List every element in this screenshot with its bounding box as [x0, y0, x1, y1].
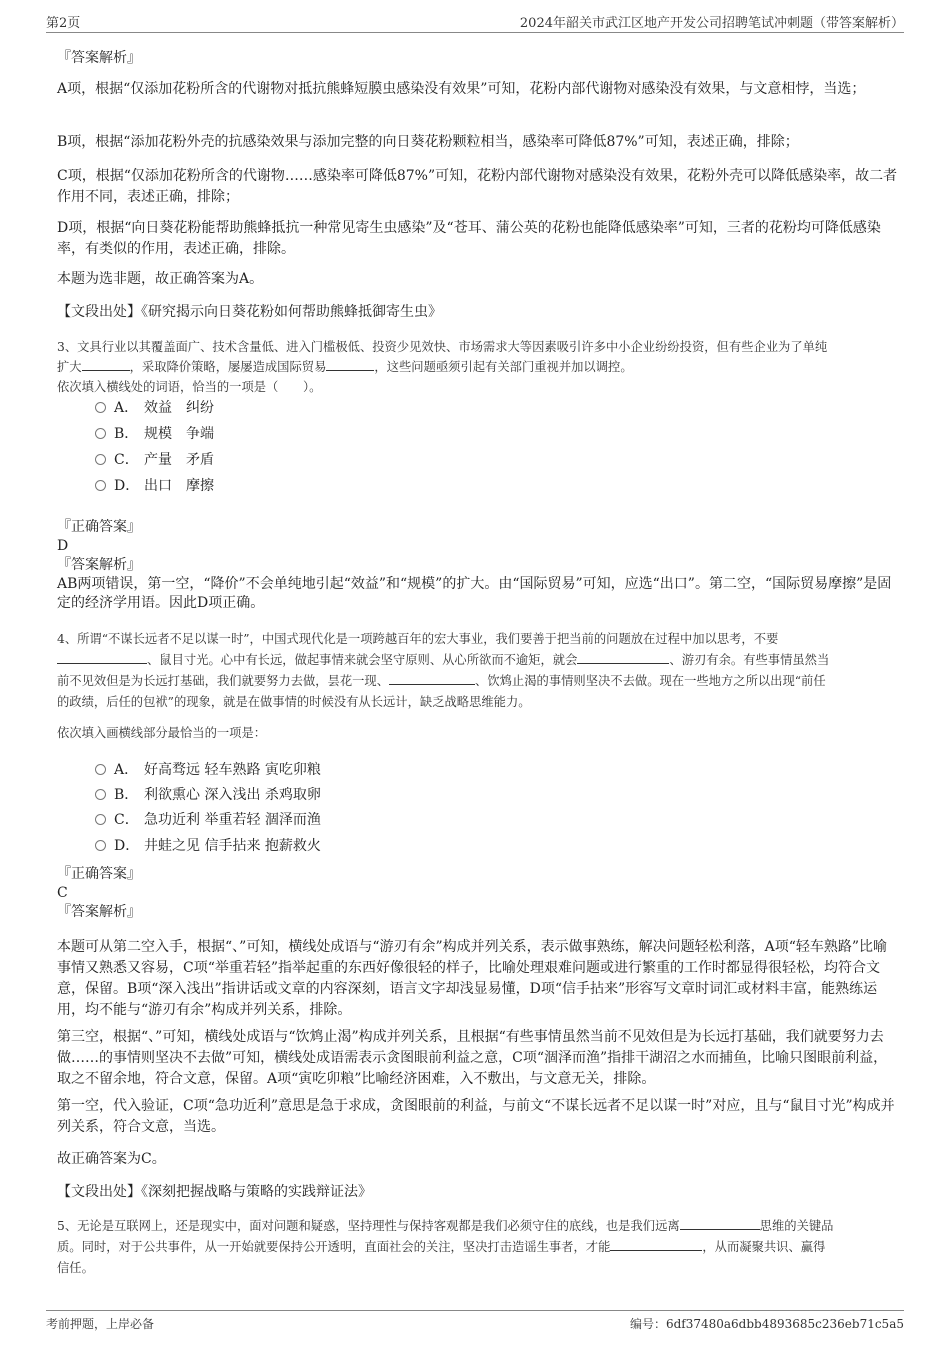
footer-slogan: 考前押题，上岸必备	[46, 1317, 155, 1331]
radio-icon[interactable]	[95, 454, 106, 465]
q4-answer-block: 『正确答案』 C 『答案解析』	[57, 864, 900, 922]
q2-analysis-c: C项，根据“仅添加花粉所含的代谢物……感染率可降低87%”可知，花粉内部代谢物对感染没有效果，花粉外壳可以降低感染率，故二者作用不同，表述正确，排除；	[57, 168, 898, 205]
blank-line	[326, 358, 374, 371]
q4-analysis-para2: 第三空，根据“、”可知，横线处成语与“饮鸩止渴”构成并列关系，且根据“有些事情虽然当前不见效但是为长远打基础，我们就要努力去做……的事情则坚决不去做”可知，横线处成语需表示贪图眼前利益之意，C项“涸泽而渔”指排干湖沼之水而捕鱼，比喻只图眼前利益，取之不留余地，符合文意，保留。A项“寅吃卯粮”比喻经济困难，入不敷出，与文意无关，排除。	[57, 1029, 888, 1087]
q4-option-b[interactable]: B． 利欲熏心 深入浅出 杀鸡取卵	[95, 784, 321, 806]
radio-icon[interactable]	[95, 428, 106, 439]
q4-analysis-para3: 第一空，代入验证，C项“急功近利”意思是急于求成，贪图眼前的利益，与前文“不谋长远者不足以谋一时”对应，且与“鼠目寸光”构成并列关系，符合文意，当选。	[57, 1098, 895, 1135]
q2-source: 【文段出处】《研究揭示向日葵花粉如何帮助熊蜂抵御寄生虫》	[57, 304, 442, 320]
radio-icon[interactable]	[95, 480, 106, 491]
q2-analysis-heading: 『答案解析』	[57, 50, 141, 66]
radio-icon[interactable]	[95, 402, 106, 413]
q2-analysis-a: A项，根据“仅添加花粉所含的代谢物对抵抗熊蜂短膜虫感染没有效果”可知，花粉内部代谢物对感染没有效果，与文意相悖，当选；	[57, 81, 866, 97]
q3-answer: D	[57, 538, 69, 554]
q4-stem: 4、所谓“不谋长远者不足以谋一时”，中国式现代化是一项跨越百年的宏大事业，我们要善于把当前的问题放在过程中加以思考，不要 、鼠目寸光。心中有长远，做起事情来就会坚守原则、从心所欲而不逾矩，就会 、游刃有余。有些事情虽然当 前不见效但是为长远打基础，我们就要努力去做，昙花一现、 、饮鸩止渴的事情则坚决不去做。现在一些地方之所以出现“前任 的政绩，后任的包袱”的现象，就是在做事情的时候没有从长远计，缺乏战略思维能力。	[57, 632, 830, 709]
radio-icon[interactable]	[95, 840, 106, 851]
q4-answer: C	[57, 885, 68, 901]
q3-option-b[interactable]: B． 规模 争端	[95, 423, 214, 445]
q4-conclusion: 故正确答案为C。	[57, 1151, 166, 1167]
q4-analysis-para1: 本题可从第二空入手，根据“、”可知，横线处成语与“游刃有余”构成并列关系，表示做事熟练，解决问题轻松利落，A项“轻车熟路”比喻事情又熟悉又容易，C项“举重若轻”指举起重的东西好像很轻的样子，比喻处理艰难问题或进行繁重的工作时都显得很轻松，均符合文意，保留。B项“深入浅出”指讲话或文章的内容深刻，语言文字却浅显易懂，D项“信手拈来”形容写文章时词汇或材料丰富，能熟练运用，均不能与“游刃有余”构成并列关系，排除。	[57, 939, 888, 1018]
page-number: 第2页	[46, 16, 81, 31]
q4-option-d[interactable]: D． 井蛙之见 信手拈来 抱薪救火	[95, 835, 321, 857]
page-header	[46, 10, 904, 33]
q3-option-a[interactable]: A． 效益 纠纷	[95, 397, 214, 419]
q3-option-c[interactable]: C． 产量 矛盾	[95, 449, 214, 471]
document-id: 编号：6df37480a6dbb4893685c236eb71c5a5	[629, 1317, 904, 1331]
q2-conclusion: 本题为选非题，故正确答案为A。	[57, 271, 264, 287]
blank-line	[577, 651, 669, 664]
blank-line	[82, 358, 130, 371]
q4-instruction: 依次填入画横线部分最恰当的一项是：	[57, 726, 267, 740]
q4-option-a[interactable]: A． 好高骛远 轻车熟路 寅吃卯粮	[95, 759, 321, 781]
radio-icon[interactable]	[95, 789, 106, 800]
q3-stem: 3、文具行业以其覆盖面广、技术含量低、进入门槛极低、投资少见效快、市场需求大等因素吸引许多中小企业纷纷投资，但有些企业为了单纯 扩大 ，采取降价策略，屡屡造成国际贸易 ，这些问题亟须引起有关部门重视并加以调控。 依次填入横线处的词语，恰当的一项是（ ）。	[57, 340, 828, 394]
q4-option-c[interactable]: C． 急功近利 举重若轻 涸泽而渔	[95, 809, 321, 831]
page-footer	[46, 1310, 904, 1331]
blank-line	[57, 651, 147, 664]
q3-answer-block: 『正确答案』 D 『答案解析』 AB两项错误，第一空，“降价”不会单纯地引起“效益”和“规模”的扩大。由“国际贸易”可知，应选“出口”。第二空，“国际贸易摩擦”是固定的经济学用语。因此D项正确。	[57, 517, 900, 613]
q4-source: 【文段出处】《深刻把握战略与策略的实践辩证法》	[57, 1184, 372, 1200]
q3-analysis: AB两项错误，第一空，“降价”不会单纯地引起“效益”和“规模”的扩大。由“国际贸易”可知，应选“出口”。第二空，“国际贸易摩擦”是固定的经济学用语。因此D项正确。	[57, 576, 892, 611]
radio-icon[interactable]	[95, 814, 106, 825]
document-title: 2024年韶关市武江区地产开发公司招聘笔试冲刺题（带答案解析）	[519, 16, 904, 31]
blank-line	[680, 1217, 760, 1230]
q2-analysis-b: B项，根据“添加花粉外壳的抗感染效果与添加完整的向日葵花粉颗粒相当，感染率可降低87%”可知，表述正确，排除；	[57, 134, 799, 150]
blank-line	[389, 672, 475, 685]
blank-line	[610, 1238, 702, 1251]
radio-icon[interactable]	[95, 764, 106, 775]
q5-stem: 5、无论是互联网上，还是现实中，面对问题和疑惑，坚持理性与保持客观都是我们必须守住的底线，也是我们远离 思维的关键品 质。同时，对于公共事件，从一开始就要保持公开透明，直面社会的关注，坚决打击造谣生事者，才能 ，从而凝聚共识、赢得 信任。	[57, 1219, 834, 1275]
q3-option-d[interactable]: D． 出口 摩擦	[95, 475, 214, 497]
q2-analysis-d: D项，根据“向日葵花粉能帮助熊蜂抵抗一种常见寄生虫感染”及“苍耳、蒲公英的花粉也能降低感染率”可知，三者的花粉均可降低感染率，有类似的作用，表述正确，排除。	[57, 220, 881, 257]
